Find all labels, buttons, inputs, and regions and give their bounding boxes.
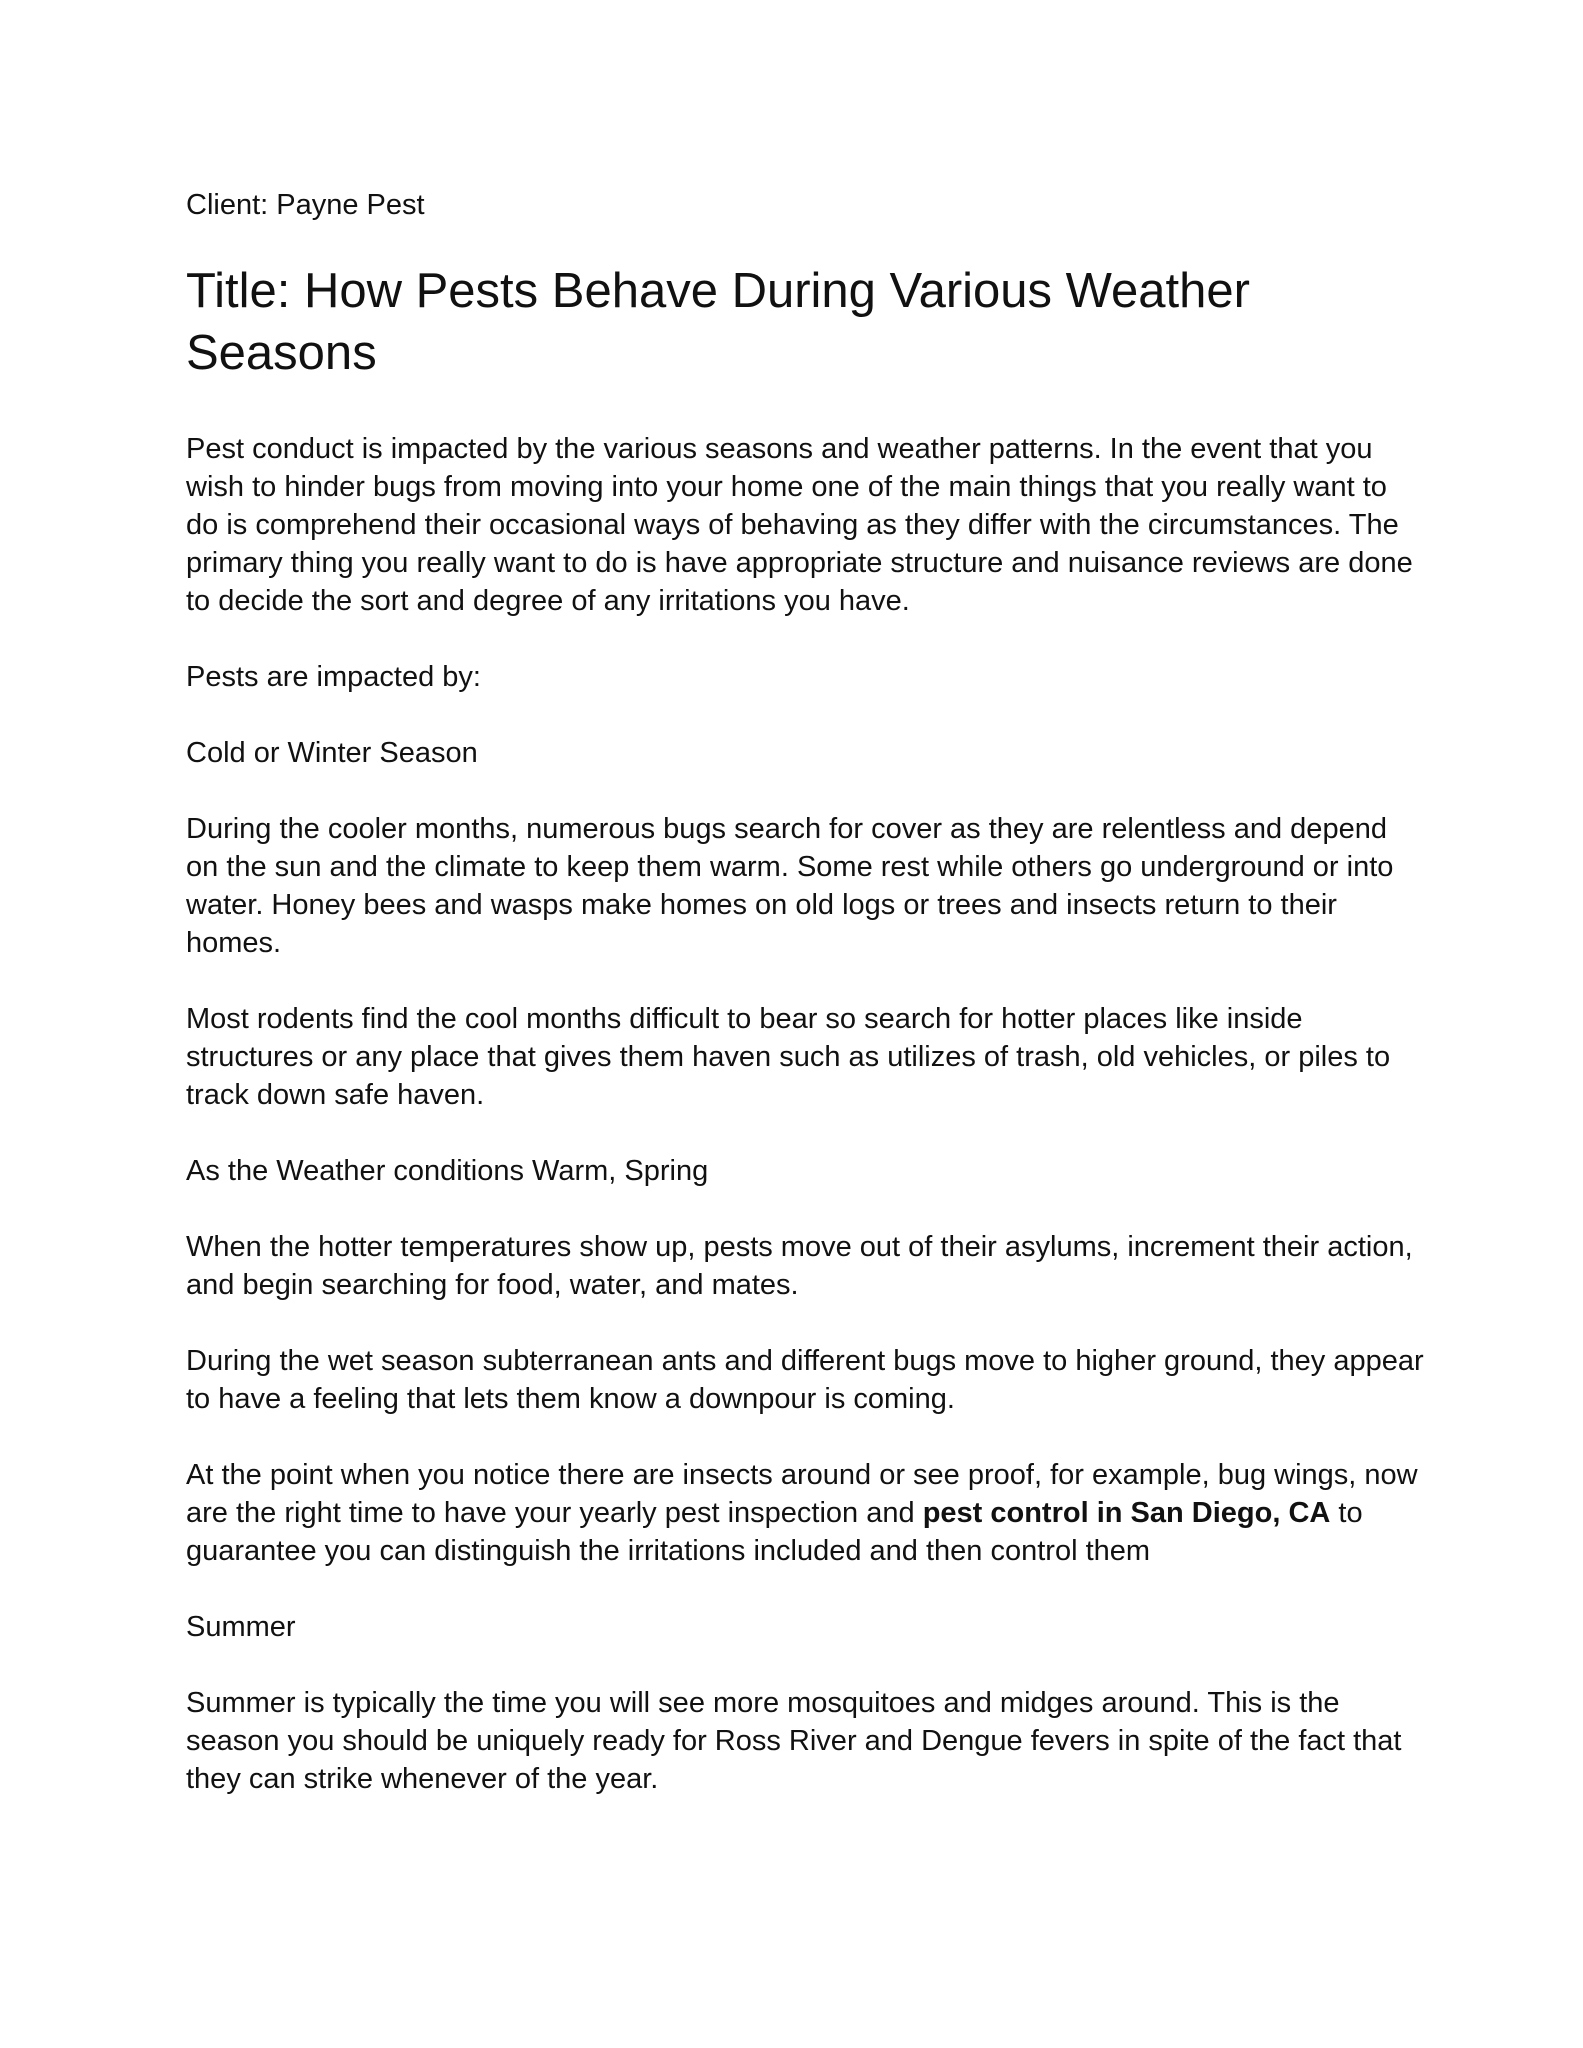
spring-paragraph-3-before: At the point when you notice there are insects around or see proof, for example, bug wings, now are the right time to have your yearly pest inspection and: [186, 1459, 1418, 1529]
document-title: Title: How Pests Behave During Various Weather Seasons: [186, 264, 1250, 380]
client-line: Client: Payne Pest: [186, 189, 425, 221]
intro-paragraph: Pest conduct is impacted by the various seasons and weather patterns. In the event that you wish to hinder bugs from moving into your home one of the main things that you really want to do is comprehend their occasional ways of behaving as they differ with the circumstances. The primary thing you really want to do is have appropriate structure and nuisance reviews are done to decide the sort and degree of any irritations you have.: [186, 433, 1413, 617]
spring-paragraph-3: [186, 1456, 1426, 1570]
impacted-label: Pests are impacted by:: [186, 661, 481, 693]
spring-paragraph-3-after: to guarantee you can distinguish the irritations included and then control them: [186, 1497, 1363, 1567]
document-content: [186, 186, 1426, 1836]
pest-control-emphasis: pest control in San Diego, CA: [922, 1497, 1331, 1529]
spring-paragraph-2: During the wet season subterranean ants and different bugs move to higher ground, they appear to have a feeling that lets them know a downpour is coming.: [186, 1345, 1424, 1415]
winter-heading: Cold or Winter Season: [186, 737, 478, 769]
spring-paragraph-1: When the hotter temperatures show up, pests move out of their asylums, increment their action, and begin searching for food, water, and mates.: [186, 1231, 1413, 1301]
summer-paragraph-1: Summer is typically the time you will see more mosquitoes and midges around. This is the season you should be uniquely ready for Ross River and Dengue fevers in spite of the fact that they can strike whenever of the year.: [186, 1687, 1402, 1795]
winter-paragraph-2: Most rodents find the cool months difficult to bear so search for hotter places like inside structures or any place that gives them haven such as utilizes of trash, old vehicles, or piles to track down safe haven.: [186, 1003, 1391, 1111]
spring-heading: As the Weather conditions Warm, Spring: [186, 1155, 709, 1187]
summer-heading: Summer: [186, 1611, 296, 1643]
winter-paragraph-1: During the cooler months, numerous bugs search for cover as they are relentless and depend on the sun and the climate to keep them warm. Some rest while others go underground or into water. Honey bees and wasps make homes on old logs or trees and insects return to their homes.: [186, 813, 1394, 959]
